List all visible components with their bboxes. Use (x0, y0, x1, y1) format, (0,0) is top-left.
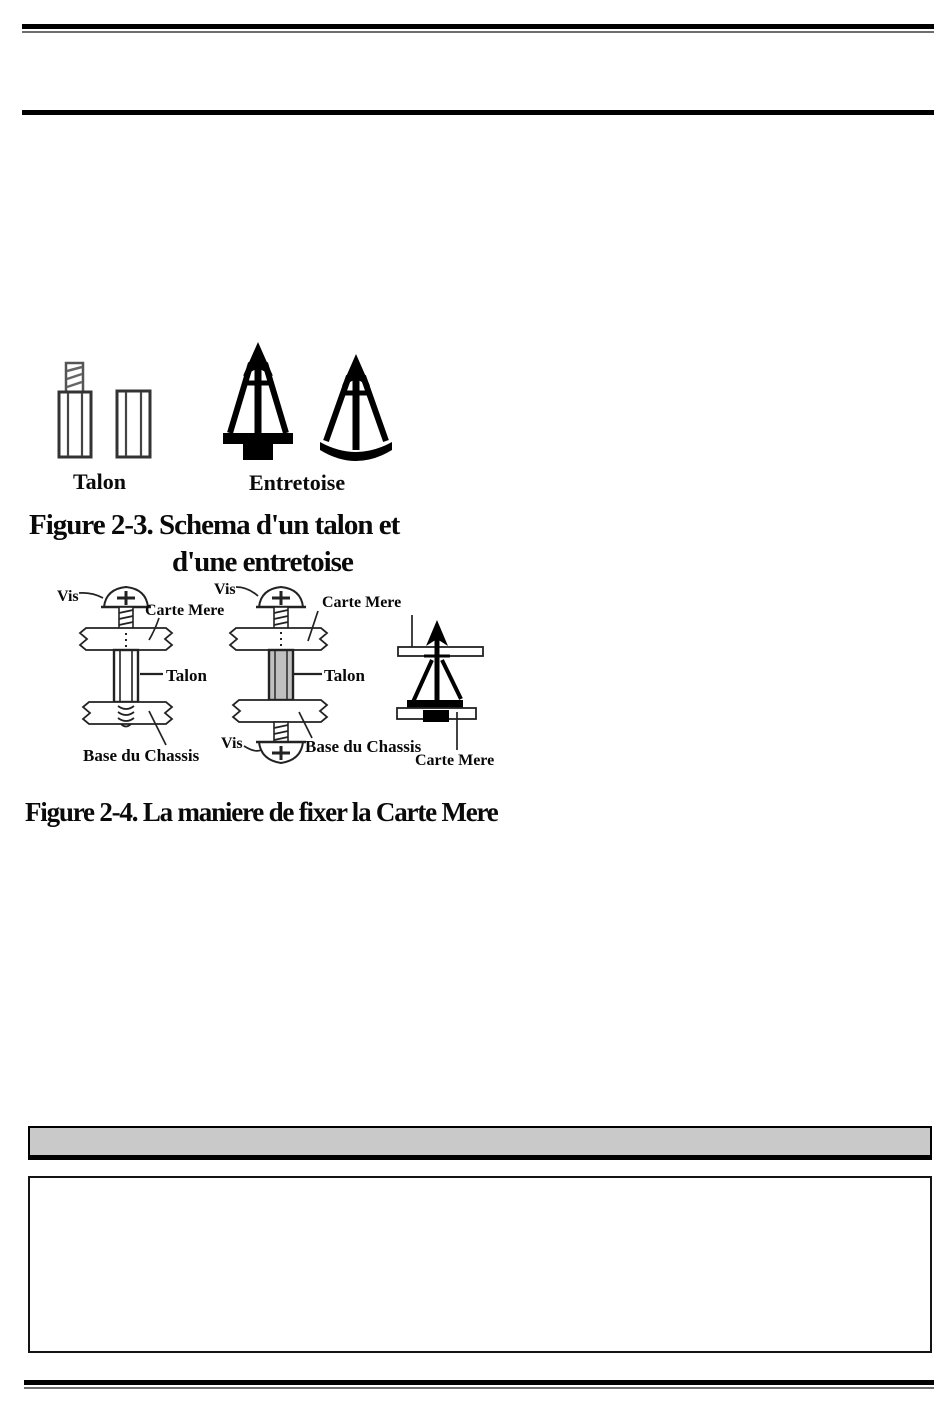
base-du-chassis-label-middle: Base du Chassis (305, 737, 422, 756)
carte-mere-label-left: Carte Mere (145, 602, 225, 619)
spacer1-leg-left (230, 363, 251, 433)
spacer-leg-left (413, 660, 432, 702)
talon-sleeve-drawing (117, 391, 150, 457)
figure-2-3-caption-line1: Figure 2-3. Schema d'un talon et (29, 509, 400, 541)
stud-body (59, 392, 91, 457)
spacer1-leg-right (265, 363, 286, 433)
talon-part-label: Talon (73, 469, 127, 494)
figure-2-4-drawing (40, 575, 515, 780)
carte-mere-plate (230, 628, 327, 650)
spacer-leg-right (442, 660, 461, 699)
note-box (28, 1176, 932, 1353)
bottom-rule-thick (24, 1380, 934, 1385)
figure-2-3-caption-line2: d'une entretoise (172, 546, 353, 578)
assembly-left (57, 587, 224, 765)
talon-label-middle: Talon (324, 666, 365, 685)
base-du-chassis-label-left: Base du Chassis (83, 746, 200, 765)
vis-label-left: Vis (57, 588, 79, 605)
chassis-plate (233, 700, 327, 722)
vis-bottom-leader-line (244, 746, 261, 751)
top-rule-thin (22, 31, 934, 33)
vis-label-middle-bottom: Vis (221, 735, 243, 752)
talon-stud (269, 650, 293, 700)
carte-mere-label-right: Carte Mere (415, 752, 495, 769)
assembly-middle (214, 581, 422, 763)
entretoise-part-label: Entretoise (249, 470, 346, 495)
vis-label-middle-top: Vis (214, 581, 236, 598)
entretoise-drawing-1 (223, 342, 293, 460)
entretoise-drawing-2 (320, 354, 392, 461)
figure-2-4-caption: Figure 2-4. La maniere de fixer la Carte Mere (25, 797, 498, 827)
spacer1-pedestal (243, 444, 273, 460)
talon-stud-drawing (59, 363, 91, 457)
talon-stud (114, 650, 138, 702)
header-rule (22, 110, 934, 115)
spacer1-base (223, 433, 293, 444)
spacer2-leg-left (326, 376, 349, 441)
top-rule-thick (22, 24, 934, 29)
vis-top-leader-line (236, 587, 258, 596)
bottom-rule-thin (24, 1387, 934, 1389)
gray-header-bar (28, 1126, 932, 1160)
spacer2-leg-right (363, 376, 386, 441)
sleeve-body (117, 391, 150, 457)
talon-label-left: Talon (166, 666, 207, 685)
vis-leader-line (79, 593, 103, 598)
spacer-pedestal (423, 710, 449, 722)
figure-2-3-drawing (40, 335, 400, 465)
carte-mere-label-middle: Carte Mere (322, 594, 402, 611)
